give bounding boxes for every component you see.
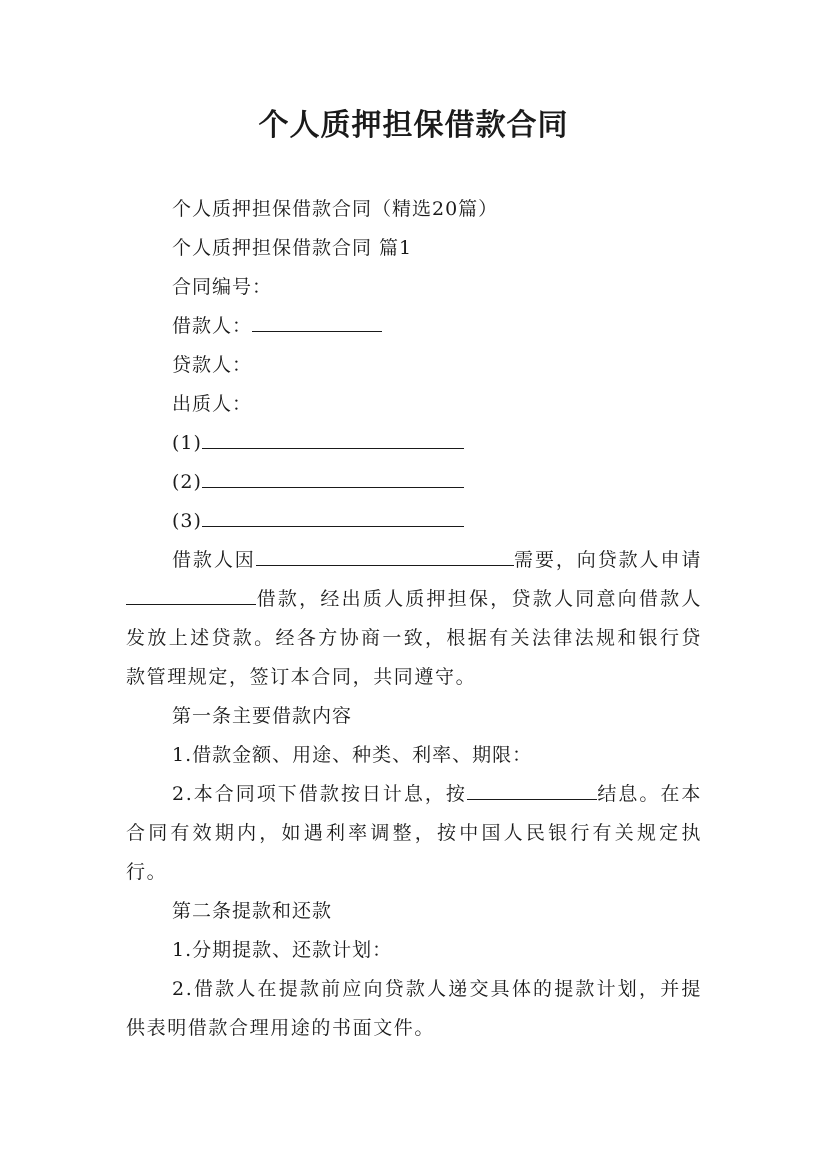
- article-1-item-2: [126, 775, 702, 892]
- pledgor-item-3-blank: [202, 504, 464, 527]
- lender-line: 贷款人：: [172, 354, 253, 376]
- piece-heading: 个人质押担保借款合同 篇1: [172, 237, 413, 259]
- intro-text-b: 需要，向贷款人申请: [513, 549, 703, 571]
- article-1-item-2-text-a: 2.本合同项下借款按日计息，按: [172, 783, 467, 805]
- article-1-item-1: 1.借款金额、用途、种类、利率、期限：: [172, 744, 533, 766]
- borrower-label: 借款人：: [172, 315, 253, 337]
- amount-blank: [126, 582, 256, 605]
- intro-text-a: 借款人因: [172, 549, 256, 571]
- pledgor-item-1-label: (1): [172, 432, 202, 454]
- pledgor-item-3: [126, 502, 702, 541]
- pledgor-item-2-label: (2): [172, 471, 202, 493]
- article-1-item-2-text-b: 结息。在本合同有效期内，如遇利率调整，按中国人民银行有关规定执行。: [126, 783, 702, 883]
- document-title: 个人质押担保借款合同: [258, 108, 569, 143]
- article-2-heading: 第二条提款和还款: [172, 900, 333, 922]
- article-2-item-1: 1.分期提款、还款计划：: [172, 939, 393, 961]
- document-body: [126, 190, 702, 1048]
- pledgor-item-1-blank: [202, 426, 464, 449]
- borrower-blank: [252, 309, 382, 332]
- borrower-line: [126, 307, 702, 346]
- pledgor-item-1: [126, 424, 702, 463]
- intro-paragraph: [126, 541, 702, 697]
- article-2-item-2: 2.借款人在提款前应向贷款人递交具体的提款计划，并提供表明借款合理用途的书面文件。: [126, 978, 702, 1039]
- pledgor-item-2: [126, 463, 702, 502]
- intro-text-c: 借款，经出质人质押担保，贷款人同意向借款人发放上述贷款。经各方协商一致，根据有关法律法规和银行贷款管理规定，签订本合同，共同遵守。: [126, 588, 702, 688]
- subtitle-line: 个人质押担保借款合同（精选20篇）: [172, 198, 499, 220]
- contract-number-line: 合同编号：: [172, 276, 273, 298]
- pledgor-item-2-blank: [202, 465, 464, 488]
- article-1-heading: 第一条主要借款内容: [172, 705, 353, 727]
- pledgor-item-3-label: (3): [172, 510, 202, 532]
- settlement-blank: [467, 777, 597, 800]
- purpose-blank: [256, 543, 514, 566]
- pledgor-line: 出质人：: [172, 393, 253, 415]
